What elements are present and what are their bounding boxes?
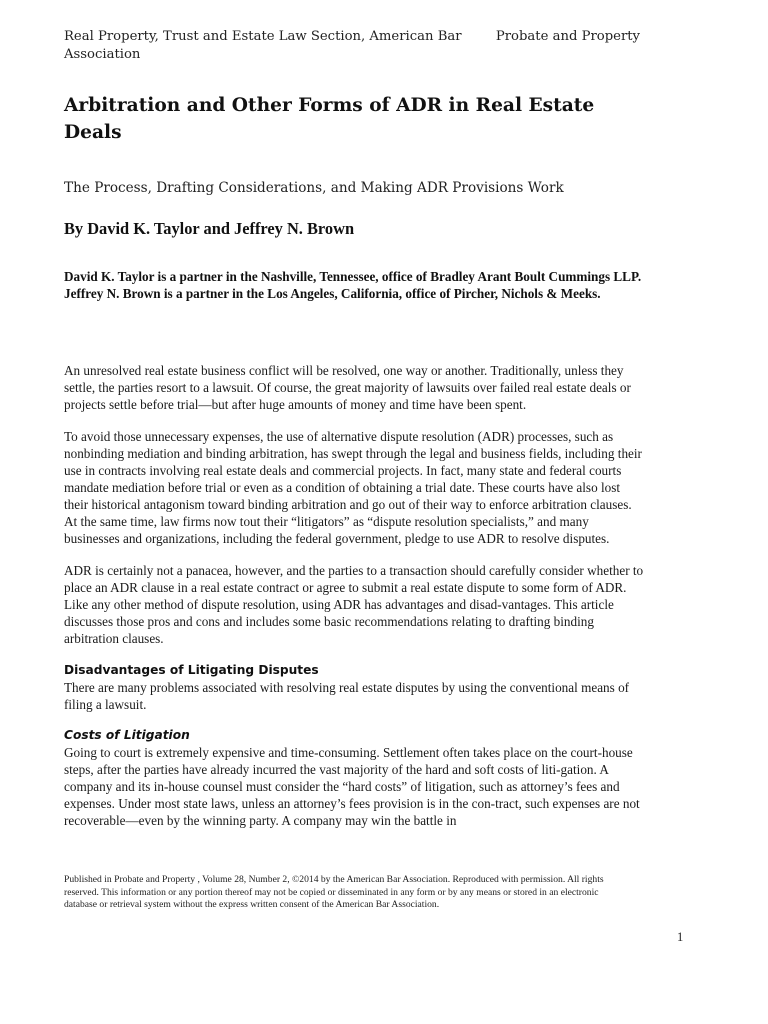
article-title: Arbitration and Other Forms of ADR in Real Estate Deals	[64, 95, 595, 143]
author-byline: By David K. Taylor and Jeffrey N. Brown	[64, 219, 355, 238]
author-bio: David K. Taylor is a partner in the Nashville, Tennessee, office of Bradley Arant Boult Cummings LLP. Jeffrey N. Brown is a partner in the Los Angeles, California, office of Pircher, Nichols & Meeks.	[64, 269, 642, 301]
copyright-footnote: Published in Probate and Property , Volume 28, Number 2, ©2014 by the American Bar Association. Reproduced with permission. All rights reserved. This information or any portion thereof may not be copied or disseminated in any form or by any means or stored in an electronic database or retrieval system without the express written consent of the American Bar Association.	[64, 874, 604, 911]
body-paragraph-3: ADR is certainly not a panacea, however, and the parties to a transaction should carefully consider whether to place an ADR clause in a real estate contract or agree to submit a real estate dispute to some form of ADR. Like any other method of dispute resolution, using ADR has advantages and disad-vantages. This article discusses those pros and cons and includes some basic recommendations relating to drafting binding arbitration clauses.	[64, 563, 644, 646]
article-subtitle: The Process, Drafting Considerations, and Making ADR Provisions Work	[64, 180, 564, 196]
section-heading-disadvantages: Disadvantages of Litigating Disputes	[64, 663, 319, 677]
section-paragraph-costs: Going to court is extremely expensive and time-consuming. Settlement often takes place on the court-house steps, after the parties have already incurred the vast majority of the hard and soft costs of liti-gation. A company and its in-house counsel must consider the “hard costs” of litigation, such as attorney’s fees and expenses. Under most state laws, unless an attorney’s fees provision is in the con-tract, such expenses are not recoverable—even by the winning party. A company may win the battle in	[64, 745, 640, 828]
article-body	[64, 362, 644, 844]
running-header-publication: Probate and Property	[495, 29, 640, 44]
body-paragraph-2: To avoid those unnecessary expenses, the use of alternative dispute resolution (ADR) processes, such as nonbinding mediation and binding arbitration, has swept through the legal and business fields, including their use in contracts involving real estate deals and commercial projects. In fact, many state and federal courts mandate mediation before trial or even as a condition of obtaining a trial date. These courts have also lost their historical antagonism toward binding arbitration and go out of their way to enforce arbitration clauses. At the same time, law firms now tout their “litigators” as “dispute resolution specialists,” and many businesses and organizations, including the federal government, pledge to use ADR to resolve disputes.	[64, 429, 642, 546]
page-number: 1	[677, 930, 684, 944]
running-header-section: Real Property, Trust and Estate Law Section, American Bar Association	[64, 29, 462, 62]
section-paragraph-disadvantages: There are many problems associated with resolving real estate disputes by using the conventional means of filing a lawsuit.	[64, 680, 630, 712]
subsection-heading-costs: Costs of Litigation	[64, 728, 190, 742]
body-paragraph-1: An unresolved real estate business conflict will be resolved, one way or another. Traditionally, unless they settle, the parties resort to a lawsuit. Of course, the great majority of lawsuits over failed real estate deals or projects settle before trial—but after huge amounts of money and time have been spent.	[64, 363, 631, 412]
